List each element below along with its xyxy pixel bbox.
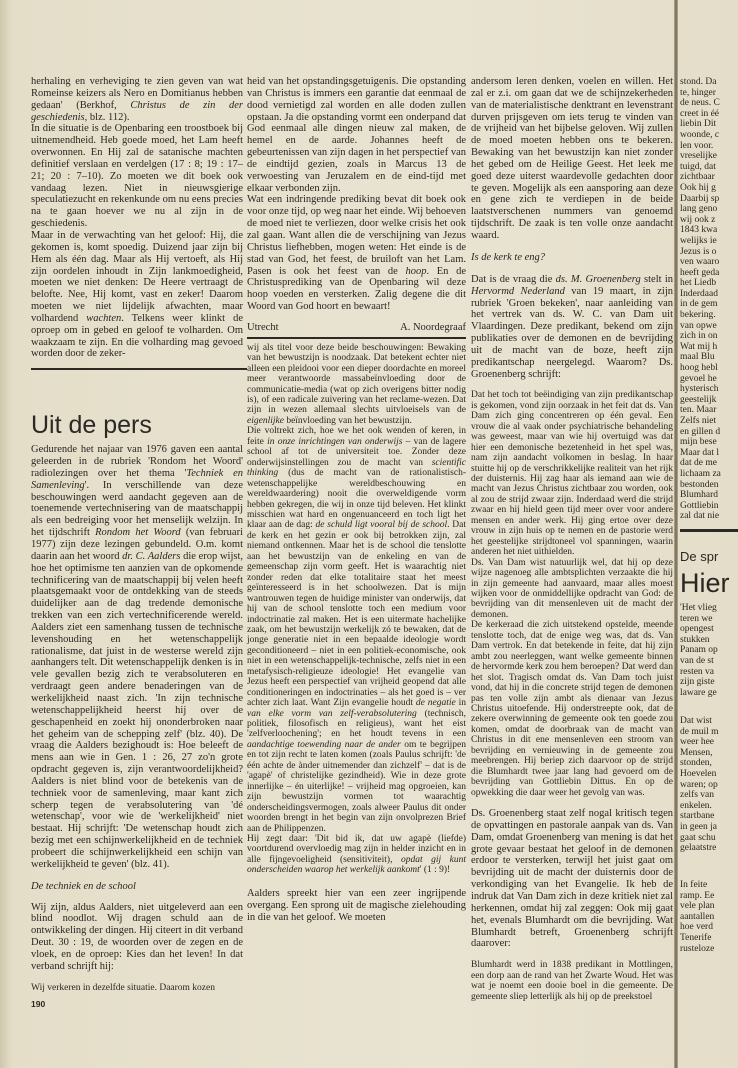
- text: . En de Christusprediking van de Openbaring wil deze hoop voeden en versterken. Zalig degene die dit Woord van God hoort en bewaart!: [247, 265, 466, 313]
- article-openbaring-col1: [31, 76, 243, 360]
- text-line: vele plan: [680, 901, 715, 912]
- article-col3-top: [471, 76, 673, 242]
- text: Wat een indringende prediking bevat dit boek ook voor onze tijd, op weg naar het einde. Wij behoeven de moed niet te verliezen, door welke crisis het ook zal gaan. Want allen die de verschijning van Jezus Christus liefhebben, mogen weten: Het einde is de stad van God, het feest, de bruiloft van het Lam. Pasen is ook het feest van de: [247, 194, 466, 277]
- text: Die voltrekt zich, hoe we het ook wenden of keren, in feite: [247, 426, 466, 447]
- italic-text: opdat gij kunt onderscheiden waarop het werkelijk aankomt: [247, 854, 466, 876]
- paragraph: [471, 558, 673, 621]
- subheading-kerk: Is de kerk te eng?: [471, 251, 546, 263]
- paragraph: [471, 808, 673, 950]
- text-line: van de st: [680, 655, 714, 666]
- edge-block-3: [680, 880, 738, 954]
- quote-groenenberg-1: [471, 390, 673, 798]
- text-line: Maar dat l: [680, 447, 720, 458]
- text-line: ten. Maar: [680, 405, 717, 416]
- text-line: hysterisch: [680, 384, 719, 395]
- text-line: stond. Da: [680, 77, 717, 87]
- text-line: woonde, c: [680, 129, 720, 140]
- text-line: Dat wist: [680, 716, 712, 726]
- text-line: stukken: [680, 634, 710, 645]
- text: (technisch, politiek, filosofisch en religieus), want het eist 'zelfverloochening'; en het houdt tevens in een: [247, 708, 466, 740]
- italic-text: dr. C. Aalders: [122, 550, 181, 562]
- text: heid van het opstandingsgetuigenis. Die opstanding van Christus is immers een garantie dat eenmaal de dood vernietigd zal worden en alle doden zullen opstaan. Ja die opstanding vormt een onderpand dat God eenmaal alle dingen nieuw zal maken, de hemel en de aarde. Johannes heeft de gebeurtenissen van zijn dagen in het perspectief van de eindtijd gezien, zoals in Marcus 13 de verwoesting van Jeruzalem en de eind-tijd met elkaar verbonden zijn.: [247, 76, 466, 194]
- text-line: te, hinger: [680, 87, 716, 98]
- italic-text: wachten: [86, 312, 122, 324]
- text-line: Blumhard: [680, 490, 718, 501]
- text-line: Inderdaad: [680, 288, 718, 299]
- text: De kerkeraad die zich uitstekend opstelde, meende tenslotte toch, dat de enige weg was, dat ds. Van Dam vertrok. En dat betekende in feite, dat hij zijn ambt zou neerleggen, want welke gemeente binnen de hervormde kerk zou hem beroepen? Dat werd dan het slot. Tragisch omdat ds. Van Dam toch juist vond, dat hij in die concrete strijd tegen de demonen pas ten volle zijn ambt als dienaar van Jezus Christus uitoefende. Hij onderstreepte ook, dat de zekere overwinning de gemeente ook ten goede zou komen, omdat de doorbraak van de macht van Christus in dit ene mensenleven een stroom van bevrijding en vernieuwing in de gemeente zou meebrengen. Hij beriep zich daarvoor op de strijd die Blumhardt twee jaar lang had gevoerd om de bevrijding van Gottliebin Dittus. En op de opwekking die daar weer het gevolg van was.: [471, 620, 673, 798]
- text-line: laware ge: [680, 687, 717, 698]
- paragraph: [471, 620, 673, 798]
- text-line: in de gem: [680, 299, 718, 310]
- text-line: gevoel he: [680, 373, 717, 384]
- page-gutter: [674, 0, 678, 1068]
- text: '. In verschillende van deze beschouwingen werd aandacht gegeven aan de toenemende vertechnisering van de maatschappij als een bedreiging voor het menselijk welzijn. In het tijdschrift: [31, 479, 243, 539]
- paragraph: [31, 230, 243, 360]
- text: . Dat de kerk en het gezin er ook bij betrokken zijn, zal niemand ontkennen. Maar het is de school die tenslotte aan het bewustzijn van de enkeling en van de gemeenschap zijn vorm geeft. Het is waarachtig niet zonder reden dat elke totalitaire staat het meest geïnteresseerd is in het schoolwezen. Dat is mijn wantrouwen tegen de huidige minister van onderwijs, dat hij van de school tenslotte toch een medium voor indoctrinatie zal maken. Het is een uitermate hachelijke zaak, om het bewustzijn werkelijk zó te bewaken, dat de jonge generatie niet in een bepaalde ideologie wordt geconditioneerd – niet in een politiek-economische, ook niet in een wetenschappelijk-technische, zelfs niet in een metafysisch-religieuze ideologie! Het evangelie van Jezus heeft een perspectief van vrijheid geopend dat alle conditioneringen en indoctrinaties – als het goed is – ver achter zich laat. Want Zijn evangelie houdt: [247, 520, 467, 709]
- edge-block-2: [680, 716, 738, 854]
- text-line: hoe verd: [680, 922, 713, 933]
- edge-block-1: [680, 603, 738, 698]
- column-2: [247, 76, 466, 923]
- text-line: tuigd, dat: [680, 161, 716, 172]
- text: Wij verkeren in dezelfde situatie. Daarom kozen: [31, 982, 215, 993]
- text: beïnvloeding van het bewustzijn.: [283, 415, 412, 426]
- text-line: liebin Dit: [680, 119, 717, 130]
- text-line: bekering.: [680, 310, 716, 321]
- text-line: gaat schu: [680, 832, 716, 843]
- text-line: Ook hij g: [680, 182, 716, 193]
- text-line: enkelen.: [680, 800, 712, 811]
- section-divider-left: [31, 368, 247, 370]
- text-line: mijn bese: [680, 437, 717, 448]
- italic-text: Hervormd Nederland: [471, 285, 565, 297]
- text-line: Mensen,: [680, 747, 713, 758]
- text-line: ramp. Ee: [680, 890, 715, 901]
- paragraph: [247, 76, 466, 194]
- text: wij als titel voor deze beide beschouwingen: Bewaking van het bewustzijn is noodzaak. Dat betekent echter niet alleen een pleidooi voor een dieper doordachte en moreel meer verantwoorde massabeïnvloeding door de communicatie-media (wat op zich overigens bitter nodig is), of een radicale zuivering van het reclame-wezen. Dat zijn in wezen allemaal slechts uitvloeisels van de: [247, 342, 466, 416]
- text-line: zal dat nie: [680, 511, 720, 522]
- column-3: [471, 76, 673, 1002]
- text: stelt in: [640, 273, 673, 285]
- italic-text: Techniek en Samenleving: [31, 467, 243, 491]
- text-line: bestonden: [680, 479, 719, 490]
- paragraph: [31, 444, 243, 870]
- text-line: Zelfs niet: [680, 416, 717, 426]
- paragraph: [31, 123, 243, 230]
- next-page-column-fragment: [680, 77, 738, 522]
- text-line: weer hee: [680, 737, 715, 748]
- text-line: opengest: [680, 624, 714, 635]
- text-line: startbane: [680, 811, 715, 822]
- text: Dat is de vraag die: [471, 273, 556, 285]
- text-line: maal Blu: [680, 352, 715, 363]
- text: Hij zegt daar: 'Dit bid ik, dat uw agapè (liefde) voortdurend overvloedig mag zijn in helder inzicht en in alle fijngevoeligheid (sensitiviteit),: [247, 834, 466, 865]
- text-line: Tenerife: [680, 932, 712, 943]
- edge-kicker: De spr: [680, 549, 719, 564]
- text-line: de neus. C: [680, 98, 720, 109]
- italic-text: Rondom het Woord: [95, 527, 181, 539]
- text-line: Daarbij sp: [680, 193, 720, 204]
- article-aalders-end: [247, 888, 466, 924]
- text-line: creet in éé: [680, 108, 720, 119]
- text: blz. 112).: [87, 111, 130, 123]
- text-line: van opwe: [680, 320, 717, 331]
- text-line: aantallen: [680, 911, 715, 922]
- signature-author: A. Noordegraaf: [400, 321, 466, 333]
- article-school: [31, 902, 243, 973]
- text-line: dat de me: [680, 458, 717, 469]
- text-line: len voor.: [680, 140, 714, 151]
- text-line: zijn giste: [680, 677, 715, 688]
- text-line: stonden,: [680, 758, 712, 769]
- quote-aalders: [247, 343, 466, 876]
- text-line: gelaatstre: [680, 843, 717, 854]
- italic-text: de schuld ligt vooral bij de school: [315, 520, 448, 531]
- text-line: Jezus is o: [680, 246, 717, 257]
- paragraph: [471, 390, 673, 557]
- text-line: wij ook z: [680, 214, 716, 225]
- text-line: 1843 kwa: [680, 225, 718, 236]
- section-title: Uit de pers: [31, 411, 152, 440]
- column-1: [31, 76, 243, 1010]
- text-line: hoog hebl: [680, 363, 718, 374]
- text-line: en gillen d: [680, 426, 721, 437]
- quote-groenenberg-2: [471, 960, 673, 1002]
- text: Blumhardt werd in 1838 predikant in Mottlingen, een dorp aan de rand van het Zwarte Woud. Het was wat je noemt een dooie boel in die gemeente. De gemeente sliep letterlijk als hij op de preekstoel: [471, 960, 673, 1002]
- text: Ds. Van Dam wist natuurlijk wel, dat hij op deze wijze nagenoeg alle ambtsplichten verzaakte die hij in zijn gemeente had aanvaard, maar alles moest wijken voor de onmiddellijke opdracht van God: de bevrijding van dit mensenleven uit de macht der demonen.: [471, 557, 673, 620]
- text: Maar in de verwachting van het geloof: Hij, die gekomen is, komt spoedig. Duizend jaar zijn bij Hem als één dag. Maar als Hij vertoeft, als Hij zijn oordelen inhoudt in Zijn lankmoedigheid, moeten we niet denken: De Heere vertraagt de belofte. Nee, Hij komt, vast en zeker! Daarom moeten we niet lijdelijk afwachten, maar volhardend: [31, 229, 243, 324]
- text: Wij zijn, aldus Aalders, niet uitgeleverd aan een blind noodlot. Wij dragen schuld aan de ontwikkeling der dingen. Hij citeert in dit verband Deut. 30 : 19, de woorden over de zegen en de vloek, en de oproep: Kies dan het leven! In dat verband schrijft hij:: [31, 901, 243, 972]
- text: herhaling en verheviging te zien geven van wat Romeinse keizers als Nero en Domitianus hebben gedaan' (Berkhof,: [31, 76, 243, 111]
- text-line: Gottliebin: [680, 500, 719, 511]
- text-line: teren we: [680, 613, 713, 624]
- article-kerk-commentary: [471, 808, 673, 950]
- text-line: welijks ie: [680, 235, 717, 246]
- italic-text: eigenlijke: [247, 415, 284, 426]
- text-line: Hoevelen: [680, 768, 717, 779]
- subheading-school: De techniek en de school: [31, 880, 136, 892]
- text: Gedurende het najaar van 1976 gaven een aantal geleerden in de rubriek 'Rondom het Woord' radiolezingen over het thema ': [31, 444, 243, 479]
- paragraph: [247, 343, 466, 427]
- paragraph: [31, 983, 243, 993]
- text-line: In feite: [680, 880, 708, 890]
- page-number: 190: [31, 999, 46, 1010]
- text-line: 'Het vlieg: [680, 603, 717, 613]
- article-kerk-intro: [471, 274, 673, 381]
- italic-text: de negatie: [415, 698, 456, 709]
- italic-text: van elke vorm van zelf-verabsolutering: [247, 708, 417, 719]
- article-uit-de-pers: [31, 444, 243, 870]
- edge-headline: Hier: [680, 568, 730, 598]
- italic-text: ds. M. Groenenberg: [555, 273, 641, 285]
- quote-aalders-start: [31, 983, 243, 993]
- text: Ds. Groenenberg staat zelf nogal kritisch tegen de opvattingen en pastorale aanpak van ds. Van Dam, omdat Groenenberg van mening is dat het grote gevaar bestaat het geloof in de demonen erdoor te versterken, terwijl het juist gaat om bevrijding uit de macht der duisternis door de verkondiging van het Evangelie. Ik heb de indruk dat Van Dam zich in deze kritiek niet zal herkennen, omdat hij zal zeggen: Ook mij gaat het, evenals Blumhardt om die bevrijding. Wat Blumhardt betreft, Groenenberg schrijft daarover:: [471, 808, 673, 950]
- text: die erop wijst, hoe het optimisme ten aanzien van de opkomende technificering van de maatschappij bij velen heeft plaatsgemaakt voor de ontdekking van de steeds duidelijker aan de dag tredende demonische trekken van een zich vertechnificerende wereld. Aalders ziet een samenhang tussen de technische levenshouding en het wetenschappelijk rationalisme, dat juist in de westerse wereld zijn aanhangers telt. Dit wetenschappelijk denken is in vele gevallen bezig zich te verabsoluteren en verdraagt geen andere benaderingen van de werkelijkheid naast zich. 'In zijn technische wetenschappelijkheid heerst hij over de geschapenheid en zoekt hij ononderbroken naar het geheim van de schepping zelf' (blz. 40). De vraag die Aalders bezighoudt is: Hoe beleeft de mens aan wie in Gen. 1 : 26, 27 zo'n grote opdracht gegeven is, zijn verantwoordelijkheid? Aalders is niet blind voor de betekenis van de techniek voor de samenleving, maar kant zich scherp tegen de verabsolutering van 'dé wetenschap', voor wie de 'werkelijkheid' niet bestaat. Hij schrijft: 'De wetenschap houdt zich bezig met een schijnwerkelijkheid en de techniek probeert die schijnwerkelijkheid een schijn van werkelijkheid te geven' (blz. 41).: [31, 550, 243, 870]
- text: in: [455, 698, 467, 709]
- text: Dat het toch tot beëindiging van zijn predikantschap is gekomen, vond zijn oorzaak in het feit dat ds. Van Dam zich ging concentreren op één geval. Een vrouw die al vaak onder psychiatrische behandeling was geweest, maar van wie hij overtuigd was dat hier een demonische bezetenheid in het spel was, nam zijn aandacht volkomen in beslag. In haar stuitte hij op de verschrikkelijke realiteit van het rijk der duisternis. Hij zag haar als iemand aan wie de macht van Jezus Christus zichtbaar zou worden, ook al zou de strijd zwaar zijn. Inderdaad werd die strijd zwaar en hij hield geen tijd meer over voor andere mensen en ander werk. Hij ging ertoe over deze vrouw in zijn huis op te nemen en de pastorie werd het geestelijke strijdtoneel vol spanningen, waarin anderen het niet uithielden.: [471, 390, 673, 558]
- text: om te begrijpen en tot zijn recht te laten komen (zoals Paulus schrijft: 'de één achte de ànder uitnemender dan zichzelf' – dat is de 'agapè' of christelijke gezindheid). Wie in deze grote innerlijke – én uiterlijke! – vrijheid mag opgroeien, kan zijn bewustzijn vormen tot waarachtig onderscheidingsvermogen, zoals alweer Paulus dit onder woorden brengt in het begin van zijn onvolprezen Brief aan de Philippenzen.: [247, 739, 466, 834]
- text-line: zich in on: [680, 331, 718, 342]
- italic-text: in onze inrichtingen van onderwijs: [267, 436, 403, 447]
- text: Aalders spreekt hier van een zeer ingrijpende overgang. Een sprong uit de magische zielehouding in die van het geloof. We moeten: [247, 887, 466, 923]
- text: (van februari 1977) zijn deze lezingen gebundeld. O.m. komt daarin aan het woord: [31, 527, 244, 562]
- text-line: geestelijk: [680, 394, 717, 405]
- text: In die situatie is de Openbaring een troostboek bij uitnemendheid. Heb goede moed, het Lam heeft overwonnen. En Hij zal de satanische machten definitief verslaan en verdelgen (17 : 8; 19 : 17–21; 20 : 7–10). Zo moeten we dit boek ook vandaag lezen. Niet in nieuwsgierige speculatiezucht en rekenkunde om nu eens precies na te gaan hoever we nu al zijn in de geschiedenis.: [31, 123, 243, 230]
- italic-text: scientific thinking: [247, 457, 466, 479]
- paragraph: [471, 76, 673, 242]
- text: – van de lagere school af tot de universiteit toe. Zonder deze onderwijsinstellingen zou de macht van: [247, 436, 466, 468]
- text-line: Panam op: [680, 645, 718, 656]
- text-line: het Liedb: [680, 278, 717, 289]
- paragraph: [471, 960, 673, 1002]
- text-line: Wat mij h: [680, 341, 718, 352]
- paragraph: [31, 902, 243, 973]
- text-line: zelfs van: [680, 790, 715, 801]
- text-line: ven waaro: [680, 257, 720, 268]
- edge-divider: [680, 529, 738, 532]
- text: van 19 maart, in zijn rubriek 'Groen bekeken', naar aanleiding van het vertrek van ds. W. C. van Dam uit Vlaardingen. Deze predikant, bekend om zijn publikaties over de demonen en de bevrijding uit de macht van de boze, heeft zijn predikantschap neergelegd. Waarom? Ds. Groenenberg schrijft:: [471, 285, 673, 380]
- italic-text: Christus de zin der geschiedenis,: [31, 99, 243, 123]
- section-divider: [247, 337, 466, 339]
- paragraph: [247, 834, 466, 876]
- text-line: de muil m: [680, 726, 719, 737]
- signature-line: [247, 322, 466, 334]
- text: (dus de macht van de rationalistisch-wetenschappelijke wereldbeschouwing en wereldwaardering) nooit die overweldigende vorm hebben gekregen, die wij in onze tijd beleven. Het klinkt misschien wat hard en ongenuanceerd en toch ligt het klaar aan de dag:: [247, 468, 466, 531]
- text-line: lichaam za: [680, 468, 721, 479]
- text-line: waren; op: [680, 779, 718, 790]
- text: . Telkens weer klinkt de oproep om in gebed en geloof te volharden. Om waakzaam te zijn. En die volharding mag gevoed worden door de zeker-: [31, 312, 243, 360]
- text: andersom leren denken, voelen en willen. Het zal er z.i. om gaan dat we de schijnzekerheden van de materialistische denktrant en levenstrant durven prijsgeven om iets terug te vinden van de vrijheid van het bijbelse geloven. Wij zullen de moed moeten hebben ons te bekeren. Bewaking van het bewustzijn kan niet zonder het gebed om de Heilige Geest. Het leek me goed deze uiterst waardevolle gedachten door te geven. Mogelijk als een aansporing aan deze en gene zich te verdiepen in de beide laatstverschenen nummers van genoemd tijdschrift. De zaak is ten volle onze aandacht waard.: [471, 76, 673, 241]
- text-line: vreselijke: [680, 151, 717, 162]
- paragraph: [471, 274, 673, 381]
- text-line: lang geno: [680, 204, 718, 215]
- text-line: in geen ja: [680, 821, 717, 832]
- text-line: resten va: [680, 666, 715, 677]
- article-openbaring-col2: [247, 76, 466, 313]
- signature-place: Utrecht: [247, 321, 279, 333]
- italic-text: hoop: [405, 265, 427, 277]
- paragraph: [247, 426, 466, 834]
- text-line: heeft geda: [680, 267, 720, 278]
- text-line: rusteloze: [680, 943, 715, 954]
- paragraph: [247, 888, 466, 924]
- paragraph: [247, 194, 466, 312]
- italic-text: aandachtige toewending naar de ander: [247, 739, 401, 750]
- text: ' (1 : 9)!: [419, 865, 451, 876]
- text-line: zichtbaar: [680, 172, 715, 183]
- paragraph: [31, 76, 243, 123]
